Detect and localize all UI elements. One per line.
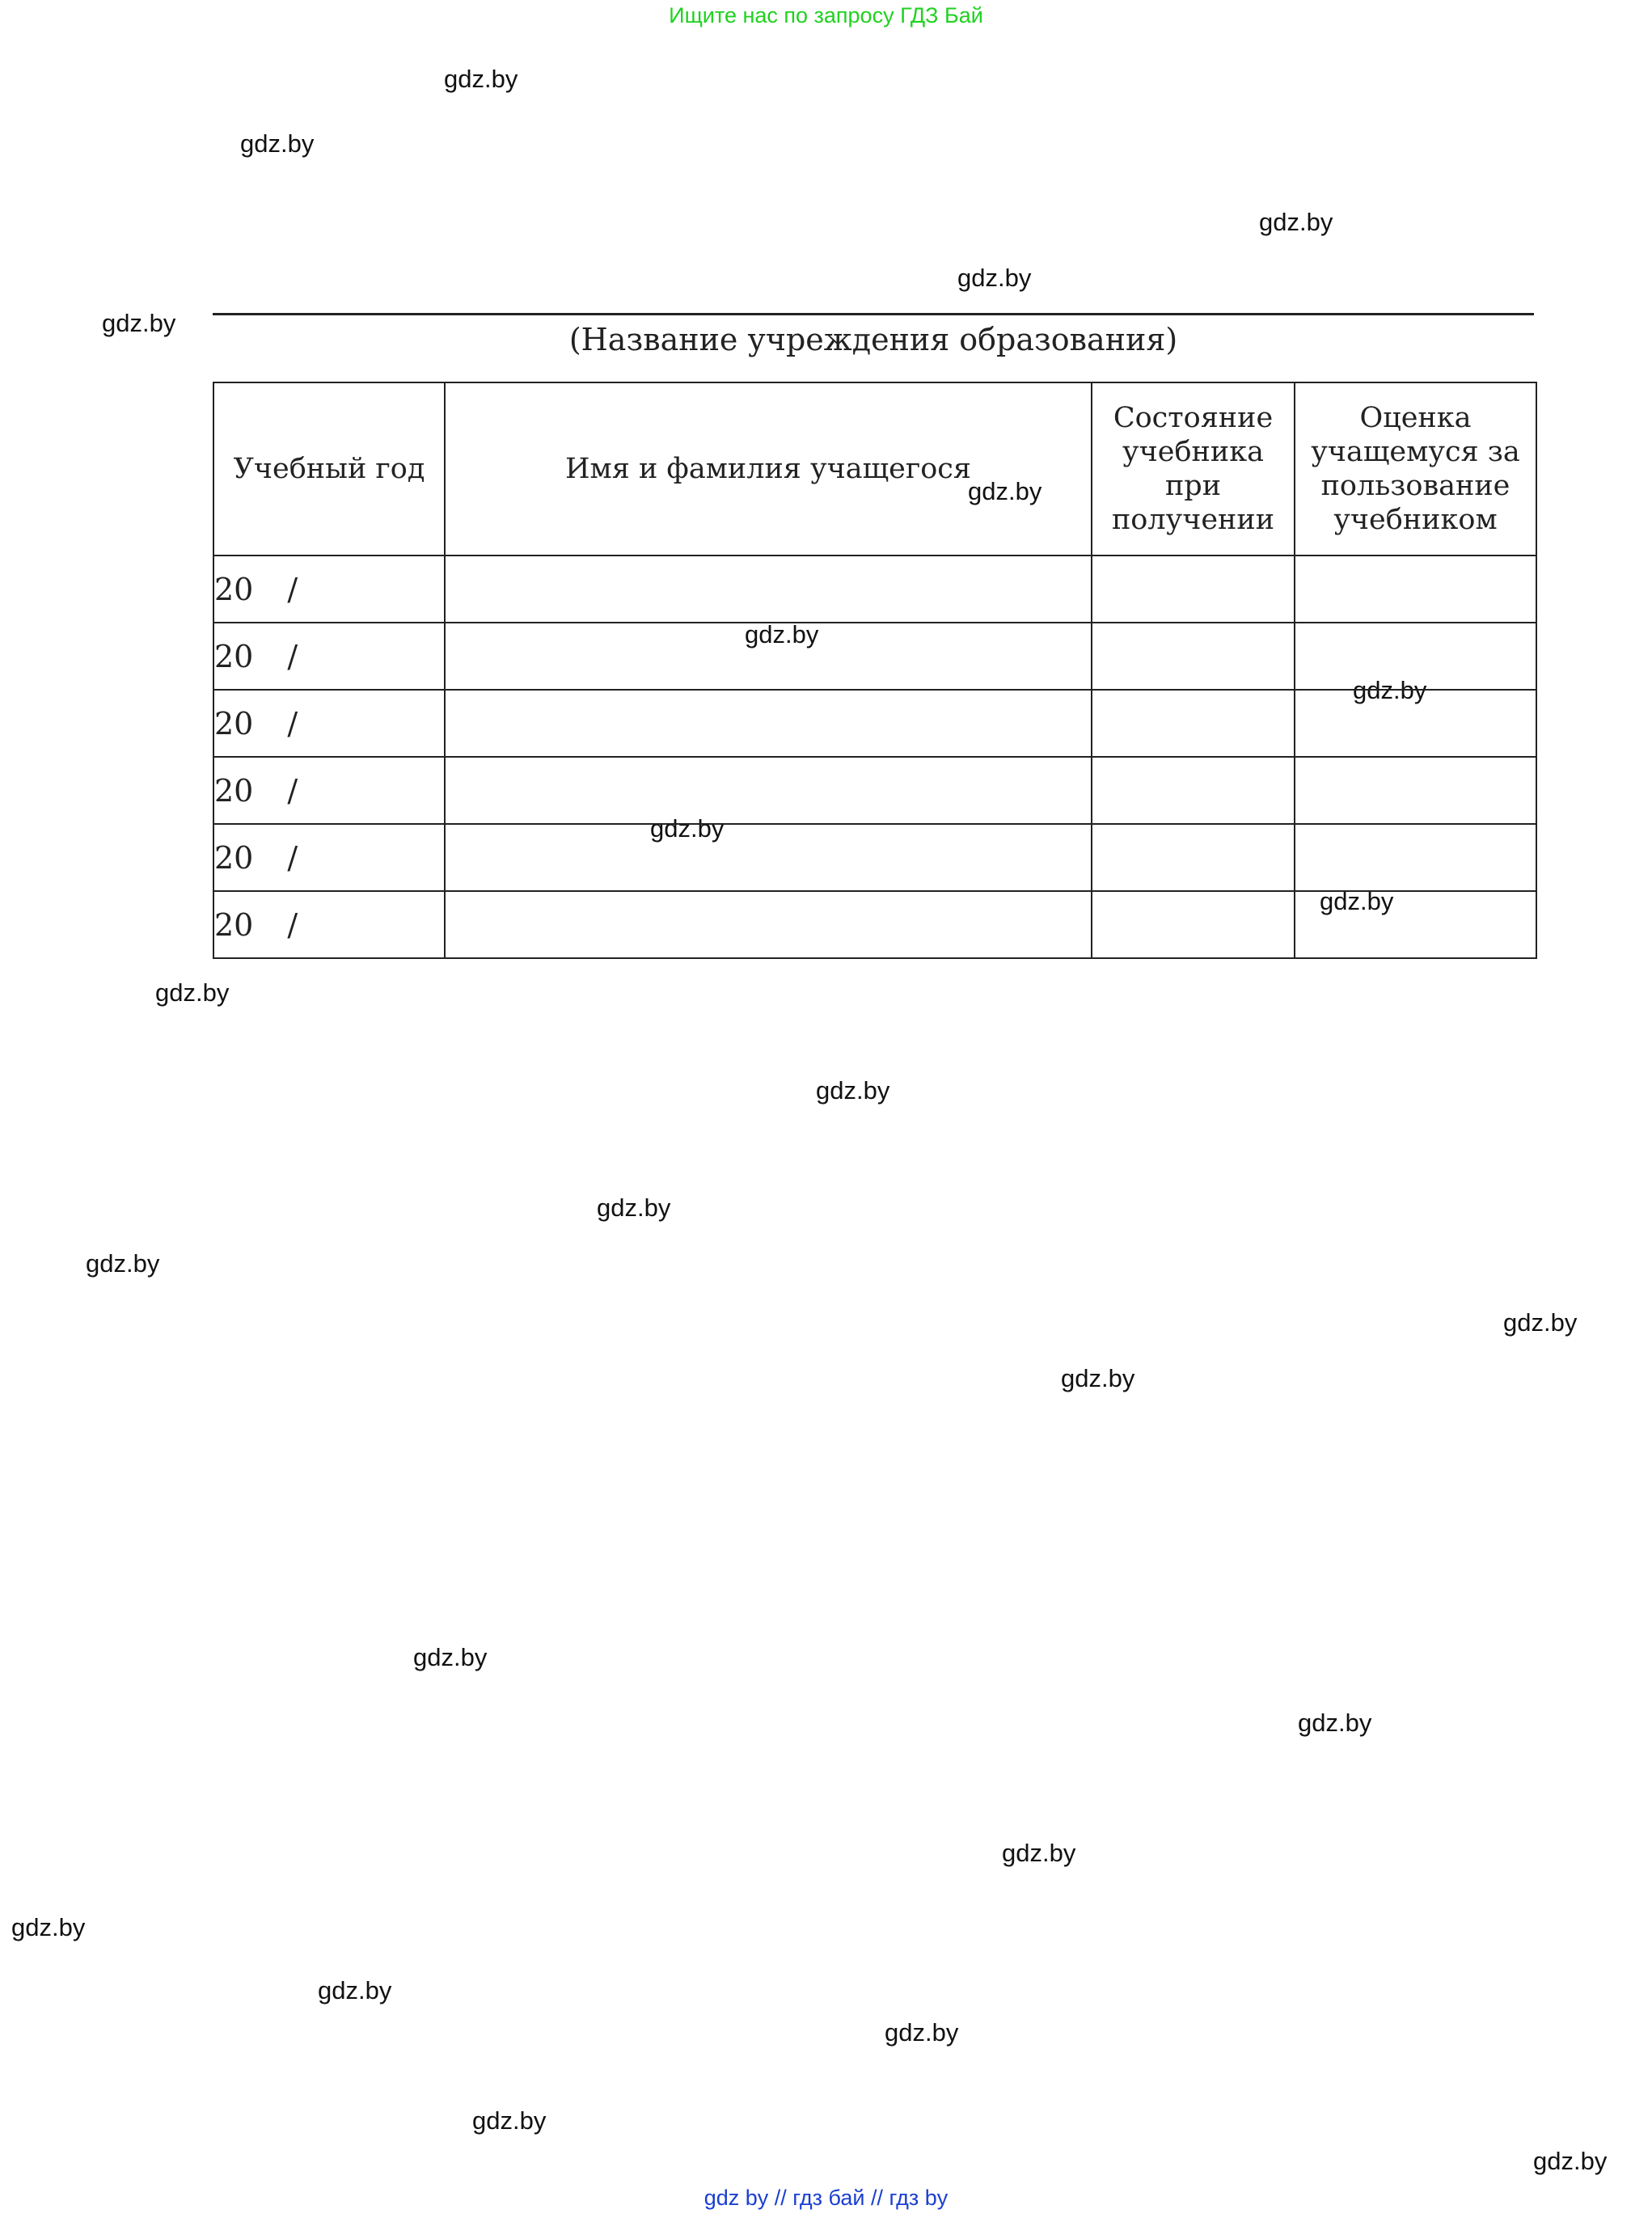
watermark: gdz.by bbox=[1503, 1308, 1578, 1337]
watermark: gdz.by bbox=[745, 620, 819, 648]
watermark: gdz.by bbox=[444, 65, 518, 93]
table-row bbox=[213, 556, 1536, 623]
watermark: gdz.by bbox=[472, 2106, 547, 2135]
institution-name-line bbox=[213, 313, 1534, 315]
year-prefix: 20 bbox=[214, 705, 254, 741]
year-cell[interactable] bbox=[213, 891, 445, 958]
watermark: gdz.by bbox=[11, 1913, 86, 1941]
year-cell[interactable] bbox=[213, 623, 445, 690]
student-name-cell[interactable] bbox=[445, 757, 1092, 824]
year-prefix: 20 bbox=[214, 906, 254, 943]
year-cell[interactable] bbox=[213, 556, 445, 623]
watermark: gdz.by bbox=[1533, 2147, 1608, 2175]
table-header-row bbox=[213, 382, 1536, 556]
search-banner: Ищите нас по запросу ГДЗ Бай bbox=[669, 3, 983, 27]
book-condition-cell[interactable] bbox=[1092, 757, 1295, 824]
year-prefix: 20 bbox=[214, 772, 254, 809]
student-name-cell[interactable] bbox=[445, 891, 1092, 958]
footer-links[interactable]: gdz by // гдз бай // гдз by bbox=[703, 2186, 949, 2210]
watermark: gdz.by bbox=[1320, 887, 1394, 915]
year-separator: / bbox=[287, 571, 298, 607]
watermark: gdz.by bbox=[885, 2018, 959, 2047]
header-usage-grade: Оценка учащемуся за пользование учебником bbox=[1295, 382, 1536, 556]
watermark: gdz.by bbox=[318, 1976, 392, 2004]
book-condition-cell[interactable] bbox=[1092, 556, 1295, 623]
header-school-year: Учебный год bbox=[213, 382, 445, 556]
student-name-cell[interactable] bbox=[445, 556, 1092, 623]
year-separator: / bbox=[287, 705, 298, 741]
watermark: gdz.by bbox=[1061, 1364, 1135, 1392]
usage-grade-cell[interactable] bbox=[1295, 757, 1536, 824]
institution-caption: (Название учреждения образования) bbox=[568, 322, 1178, 357]
book-condition-cell[interactable] bbox=[1092, 623, 1295, 690]
watermark: gdz.by bbox=[968, 477, 1042, 505]
watermark: gdz.by bbox=[1353, 676, 1427, 704]
watermark: gdz.by bbox=[816, 1076, 890, 1105]
table-row bbox=[213, 623, 1536, 690]
year-prefix: 20 bbox=[214, 839, 254, 876]
year-cell[interactable] bbox=[213, 824, 445, 891]
table-row bbox=[213, 891, 1536, 958]
watermark: gdz.by bbox=[1259, 208, 1333, 236]
year-prefix: 20 bbox=[214, 638, 254, 674]
table-row bbox=[213, 757, 1536, 824]
year-cell[interactable] bbox=[213, 757, 445, 824]
book-condition-cell[interactable] bbox=[1092, 690, 1295, 757]
year-separator: / bbox=[287, 906, 298, 943]
year-prefix: 20 bbox=[214, 571, 254, 607]
watermark: gdz.by bbox=[1002, 1839, 1076, 1867]
student-name-cell[interactable] bbox=[445, 824, 1092, 891]
year-separator: / bbox=[287, 638, 298, 674]
table-row bbox=[213, 690, 1536, 757]
year-separator: / bbox=[287, 772, 298, 809]
year-separator: / bbox=[287, 839, 298, 876]
watermark: gdz.by bbox=[102, 309, 176, 337]
table-row bbox=[213, 824, 1536, 891]
header-student-name: Имя и фамилия учащегося bbox=[445, 382, 1092, 556]
usage-grade-cell[interactable] bbox=[1295, 690, 1536, 757]
header-book-condition: Состояние учебника при получении bbox=[1092, 382, 1295, 556]
watermark: gdz.by bbox=[86, 1249, 160, 1278]
watermark: gdz.by bbox=[413, 1643, 488, 1671]
textbook-register-table bbox=[213, 382, 1537, 959]
watermark: gdz.by bbox=[597, 1193, 671, 1222]
watermark: gdz.by bbox=[240, 129, 315, 158]
watermark: gdz.by bbox=[155, 978, 230, 1007]
year-cell[interactable] bbox=[213, 690, 445, 757]
book-condition-cell[interactable] bbox=[1092, 891, 1295, 958]
usage-grade-cell[interactable] bbox=[1295, 824, 1536, 891]
watermark: gdz.by bbox=[650, 814, 725, 843]
usage-grade-cell[interactable] bbox=[1295, 891, 1536, 958]
watermark: gdz.by bbox=[1298, 1709, 1372, 1737]
book-condition-cell[interactable] bbox=[1092, 824, 1295, 891]
student-name-cell[interactable] bbox=[445, 623, 1092, 690]
usage-grade-cell[interactable] bbox=[1295, 623, 1536, 690]
watermark: gdz.by bbox=[957, 264, 1032, 292]
usage-grade-cell[interactable] bbox=[1295, 556, 1536, 623]
student-name-cell[interactable] bbox=[445, 690, 1092, 757]
